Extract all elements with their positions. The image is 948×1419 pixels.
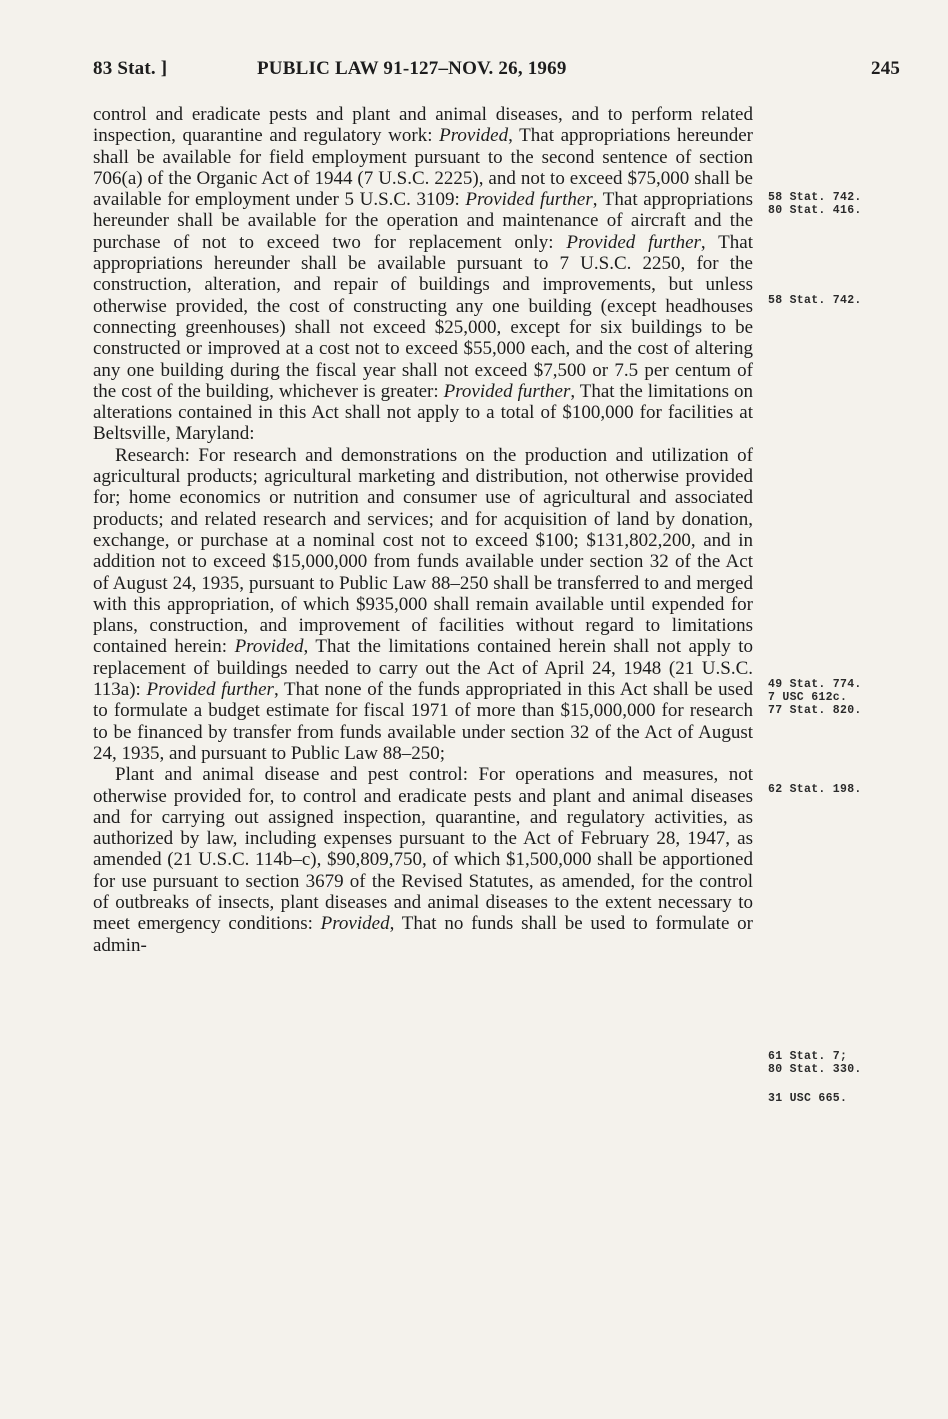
paragraph-text: , That no funds shall be used to formulate or admin- [93, 913, 753, 956]
running-title: PUBLIC LAW 91-127–NOV. 26, 1969 [257, 58, 567, 79]
body-text [93, 104, 753, 956]
paragraph-continuation [93, 104, 753, 445]
margin-note [768, 1050, 888, 1076]
margin-note [768, 783, 888, 796]
margin-note [768, 294, 888, 307]
margin-note-line: 49 Stat. 774. [768, 678, 862, 691]
paragraph-text: , That the limitations on alterations contained in this Act shall not apply to a total of $100,000 for facilities at Beltsville, Maryland: [93, 380, 753, 445]
margin-note-line: 7 USC 612c. [768, 691, 848, 704]
proviso-italic: Provided further [443, 380, 571, 402]
margin-note-line: 62 Stat. 198. [768, 783, 862, 796]
volume-citation: 83 Stat. ] [93, 58, 168, 79]
margin-note-line: 80 Stat. 416. [768, 204, 862, 217]
proviso-italic: Provided [439, 125, 509, 147]
margin-note-line: 61 Stat. 7; [768, 1050, 848, 1063]
proviso-italic: Provided [320, 913, 390, 935]
proviso-italic: Provided [234, 636, 304, 658]
proviso-italic: Provided further [566, 231, 701, 253]
paragraph-text: , That the limitations contained herein shall not apply to replacement of buildings needed to carry out the Act of April 24, 1948 (21 U.S.C. 113a): [93, 636, 753, 701]
page-number: 245 [871, 58, 901, 79]
margin-note [768, 678, 888, 717]
paragraph-text: Research: For research and demonstrations on the production and utilization of agricultural products; agricultural marketing and distribution, not otherwise provided for; home economics or nutrition and consumer use of agricultural and associated products; and related research and services; and for acquisition of land by donation, exchange, or purchase at a nominal cost not to exceed $100; $131,802,200, and in addition not to exceed $15,000,000 from funds available under section 32 of the Act of August 24, 1935, pursuant to Public Law 88–250 shall be transferred to and merged with this appropriation, of which $935,000 shall remain available until expended for plans, construction, and improvement of facilities without regard to limitations contained herein: [93, 444, 753, 658]
margin-note [768, 1092, 888, 1105]
margin-note-line: 80 Stat. 330. [768, 1063, 862, 1076]
paragraph-text: , That none of the funds appropriated in this Act shall be used to formulate a budget estimate for fiscal 1971 of more than $15,000,000 for research to be financed by transfer from funds available under section 32 of the Act of August 24, 1935, and pursuant to Public Law 88–250; [93, 679, 753, 764]
paragraph-text: Plant and animal disease and pest control: For operations and measures, not otherwise provided for, to control and eradicate pests and plant and animal diseases and for carrying out assigned inspection, quarantine, and regulatory activities, as authorized by law, including expenses pursuant to the Act of February 28, 1947, as amended (21 U.S.C. 114b–c), $90,809,750, of which $1,500,000 shall be apportioned for use pursuant to section 3679 of the Revised Statutes, as amended, for the control of outbreaks of insects, plant diseases and animal diseases to the extent necessary to meet emergency conditions: [93, 764, 753, 935]
margin-note-line: 58 Stat. 742. [768, 191, 862, 204]
margin-note [768, 191, 888, 217]
proviso-italic: Provided further [146, 679, 274, 701]
paragraph-text: , That appropriations hereunder shall be available pursuant to 7 U.S.C. 2250, for the construction, alteration, and repair of buildings and improvements, but unless otherwise provided, the cost of constructing any one building (except headhouses connecting greenhouses) shall not exceed $25,000, except for six buildings to be constructed or improved at a cost not to exceed $55,000 each, and the cost of altering any one building during the fiscal year shall not exceed $7,500 or 7.5 per centum of the cost of the building, whichever is greater: [93, 231, 753, 402]
paragraph-text: control and eradicate pests and plant and animal diseases, and to perform related inspection, quarantine and regulatory work: [93, 104, 753, 147]
margin-note-line: 58 Stat. 742. [768, 294, 862, 307]
paragraph-research [93, 445, 753, 764]
margin-note-line: 77 Stat. 820. [768, 704, 862, 717]
paragraph-pest-control [93, 764, 753, 956]
proviso-italic: Provided further [465, 189, 593, 211]
margin-note-line: 31 USC 665. [768, 1092, 848, 1105]
paragraph-text: , That appropriations hereunder shall be available for the operation and maintenance of aircraft and the purchase of not to exceed two for replacement only: [93, 189, 753, 253]
paragraph-text: , That appropriations hereunder shall be available for field employment pursuant to the second sentence of section 706(a) of the Organic Act of 1944 (7 U.S.C. 2225), and not to exceed $75,000 shall be available for employment under 5 U.S.C. 3109: [93, 125, 753, 211]
